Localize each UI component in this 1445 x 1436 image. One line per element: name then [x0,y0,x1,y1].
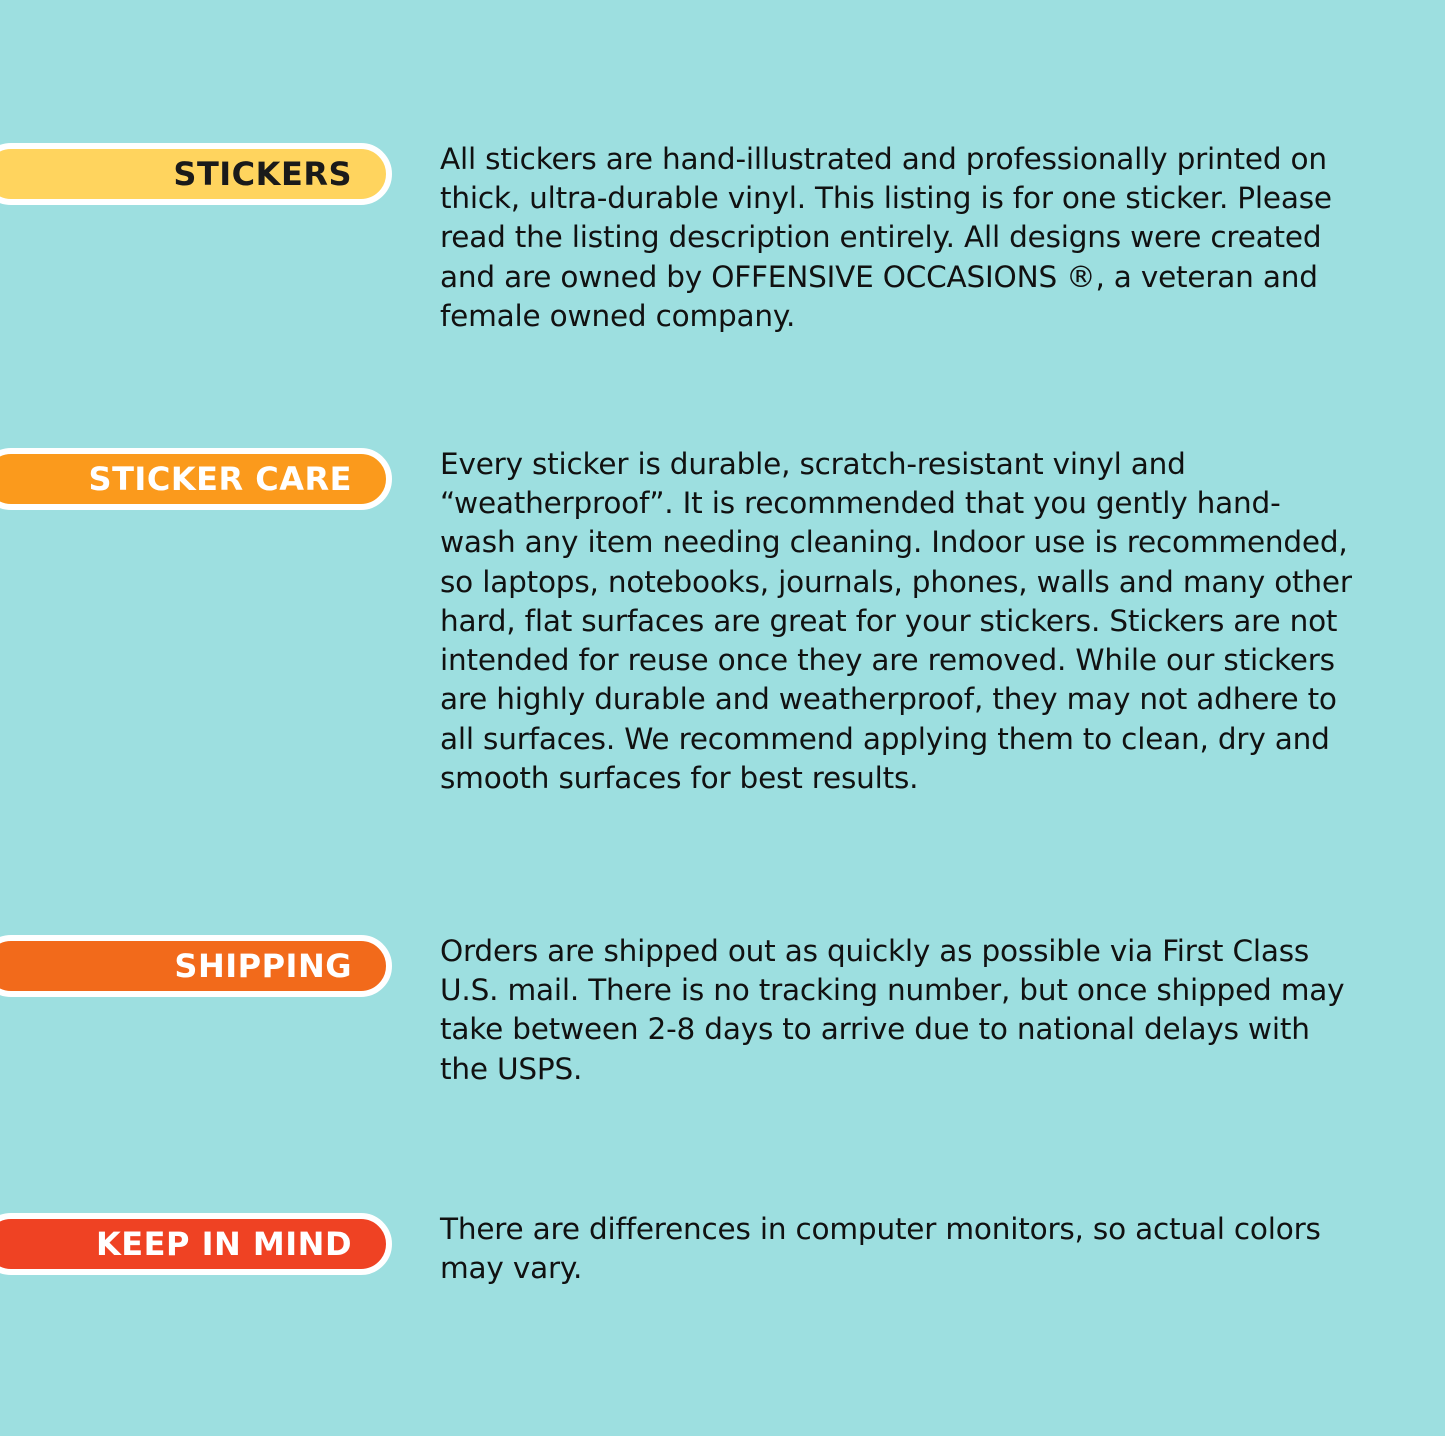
badge-stickers [0,143,392,205]
section-sticker-care-body: Every sticker is durable, scratch-resistant vinyl and “weatherproof”. It is recommended that you gently hand-wash any item needing cleaning. Indoor use is recommended, so laptops, notebooks, journals, phones, walls and many other hard, flat surfaces are great for your stickers. Stickers are not intended for reuse once they are removed. While our stickers are highly durable and weatherproof, they may not adhere to all surfaces. We recommend applying them to clean, dry and smooth surfaces for best results. [440,447,1352,795]
section-stickers-body: All stickers are hand-illustrated and professionally printed on thick, ultra-durable vinyl. This listing is for one sticker. Please read the listing description entirely. All designs were created and are owned by OFFENSIVE OCCASIONS ®, a veteran and female owned company. [440,142,1332,333]
badge-keep-in-mind-label: KEEP IN MIND [95,1225,352,1263]
section-keep-in-mind-body: There are differences in computer monitors, so actual colors may vary. [440,1212,1321,1286]
badge-sticker-care [0,448,392,510]
badge-shipping [0,935,392,997]
section-shipping-body: Orders are shipped out as quickly as possible via First Class U.S. mail. There is no tracking number, but once shipped may take between 2-8 days to arrive due to national delays with the USPS. [440,934,1345,1086]
badge-keep-in-mind [0,1213,392,1275]
badge-stickers-label: STICKERS [173,155,352,193]
badge-shipping-label: SHIPPING [174,947,352,985]
badge-sticker-care-label: STICKER CARE [88,460,352,498]
